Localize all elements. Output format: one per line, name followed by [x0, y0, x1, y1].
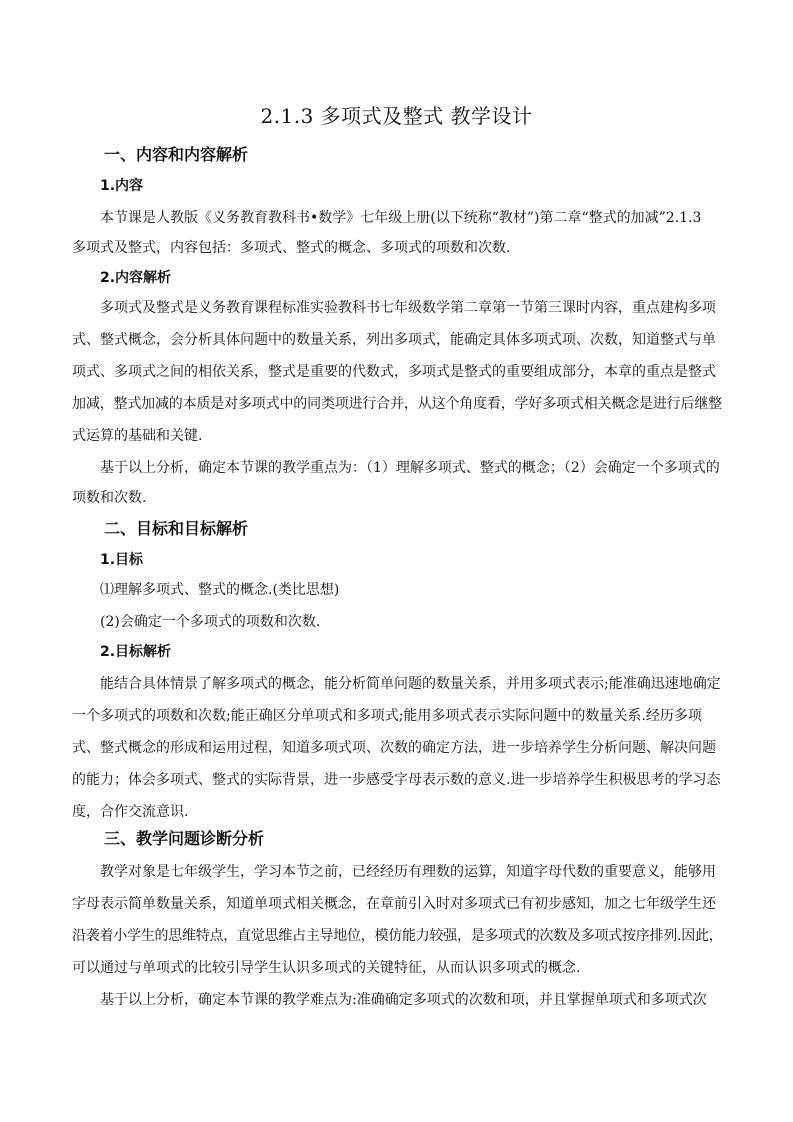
paragraph-line: 教学对象是七年级学生，学习本节之前，已经经历有理数的运算，知道字母代数的重要意义，能够用: [100, 864, 716, 880]
paragraph-line: 多项式及整式是义务教育课程标准实验教科书七年级数学第二章第一节第三课时内容，重点建构多项: [100, 300, 716, 316]
paragraph-line: 能结合具体情景了解多项式的概念，能分析简单问题的数量关系，并用多项式表示;能准确迅速地确定: [100, 676, 721, 692]
subheading-content: 1.内容: [100, 178, 144, 194]
paragraph-line: 度，合作交流意识.: [72, 804, 189, 820]
paragraph-line: 本节课是人教版《义务教育教科书•数学》七年级上册(以下统称“教材”)第二章“整式的加减”2.1.3: [100, 210, 702, 226]
paragraph-line: 多项式及整式，内容包括：多项式、整式的概念、多项式的项数和次数.: [72, 240, 511, 256]
paragraph-line: 一个多项式的项数和次数;能正确区分单项式和多项式;能用多项式表示实际问题中的数量关系.经历多项: [72, 708, 702, 724]
paragraph-line: 字母表示简单数量关系，知道单项式相关概念，在章前引入时对多项式已有初步感知，加之七年级学生还: [72, 896, 716, 912]
goal-item: (2)会确定一个多项式的项数和次数.: [100, 614, 321, 630]
paragraph-line: 式、整式概念，会分析具体问题中的数量关系，列出多项式，能确定具体多项式项、次数，知道整式与单: [72, 332, 716, 348]
paragraph-line: 式、整式概念的形成和运用过程，知道多项式项、次数的确定方法，进一步培养学生分析问题、解决问题: [72, 740, 716, 756]
section-heading-goals: 二、目标和目标解析: [104, 519, 249, 538]
section-heading-content: 一、内容和内容解析: [104, 145, 249, 164]
subheading-goals: 1.目标: [100, 552, 144, 568]
paragraph-line: 可以通过与单项式的比较引导学生认识多项式的关键特征，从而认识多项式的概念.: [72, 960, 581, 976]
subheading-content-analysis: 2.内容解析: [100, 270, 172, 286]
goal-item: ⑴理解多项式、整式的概念.(类比思想): [100, 582, 340, 598]
paragraph-line: 项式、多项式之间的相依关系，整式是重要的代数式，多项式是整式的重要组成部分，本章的重点是整式: [72, 364, 716, 380]
document-title: 2.1.3 多项式及整式 教学设计: [260, 104, 533, 128]
paragraph-line: 基于以上分析，确定本节课的教学重点为：（1）理解多项式、整式的概念；（2）会确定一个多项式的: [100, 460, 720, 476]
paragraph-line: 加减，整式加减的本质是对多项式中的同类项进行合并，从这个角度看，学好多项式相关概念是进行后继整: [72, 396, 723, 412]
section-heading-diagnosis: 三、教学问题诊断分析: [104, 829, 265, 848]
paragraph-line: 基于以上分析，确定本节课的教学难点为:准确确定多项式的次数和项，并且掌握单项式和多项式次: [100, 992, 707, 1008]
paragraph-line: 的能力；体会多项式、整式的实际背景，进一步感受字母表示数的意义.进一步培养学生积极思考的学习态: [72, 772, 721, 788]
subheading-goals-analysis: 2.目标解析: [100, 644, 172, 660]
paragraph-line: 式运算的基础和关键.: [72, 428, 203, 444]
paragraph-line: 沿袭着小学生的思维特点，直觉思维占主导地位，模仿能力较强，是多项式的次数及多项式按序排列.因此，: [72, 928, 723, 944]
paragraph-line: 项数和次数.: [72, 490, 147, 506]
